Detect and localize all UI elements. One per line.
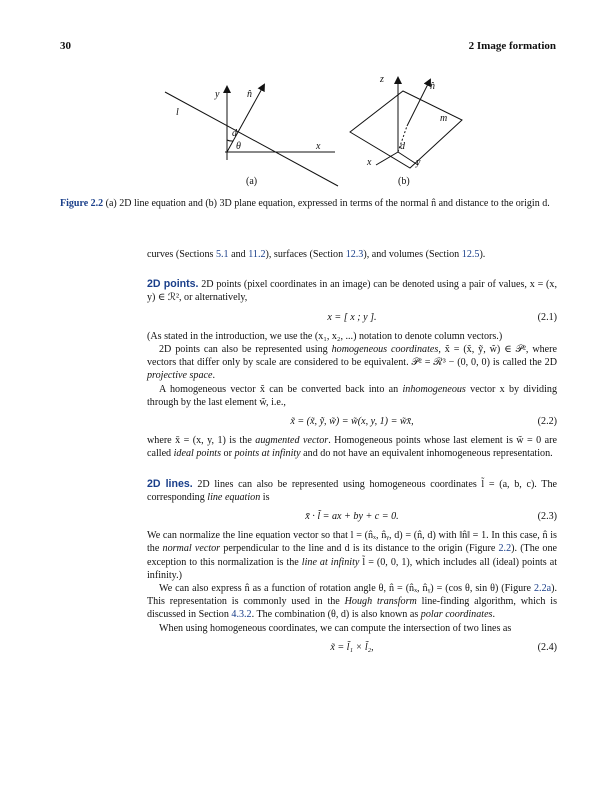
text: line-finding algorithm, which is discussed in Section [147,596,558,621]
figure-caption [60,197,556,210]
text: and do not have an equivalent inhomogeneous representation. [300,448,553,460]
panel-a-l-label: l [176,107,179,118]
figure-link-2-2a[interactable]: 2.2a [534,583,552,595]
text: curves (Sections [147,249,216,260]
figure-link-2-2[interactable]: 2.2 [498,543,512,555]
panel-b-d-label: d [400,141,405,152]
equation-number: (2.3) [537,511,557,523]
emphasis: ideal points [173,448,222,460]
equation-body: x̃ = (x̃, ỹ, w̃) = w̃(x, y, 1) = w̃x̄, [290,416,414,428]
panel-b-n-label: n̂ [430,81,435,92]
paragraph-intersection [147,622,557,635]
text: perpendicular to the line and d is its distance to the origin (Figure [220,543,499,555]
theta-arc [227,140,233,141]
panel-a-x-label: x [316,141,321,152]
text: is [260,491,270,503]
section-link-12-3[interactable]: 12.3 [345,249,364,260]
text: ), and volumes (Section [363,249,462,260]
panel-b-x-label: x [367,157,372,168]
paragraph-normalize [147,529,557,582]
section-link-11-2[interactable]: 11.2 [248,249,266,260]
section-link-4-3-2[interactable]: 4.3.2 [231,609,252,621]
equation-body: x = [ x ; y ]. [327,311,377,323]
emphasis: points at infinity [234,448,301,460]
paragraph-inhomogeneous [147,383,557,409]
emphasis: normal vector [162,543,221,555]
text: . The combination (θ, d) is also known as [251,609,421,621]
equation-number: (2.1) [537,311,557,323]
panel-b-z-label: z [380,74,384,85]
section-link-5-1[interactable]: 5.1 [215,249,229,260]
text: ), surfaces (Section [265,249,346,260]
text: vector x by dividing through by the last element w̃, i.e., [147,383,557,408]
equation-2-1 [147,311,557,324]
panel-a-n-label: n̂ [247,89,252,100]
text: . [492,609,496,621]
caption-text: (a) 2D line equation and (b) 3D plane equation, expressed in terms of the normal n̂ and distance to the origin d. [105,198,550,209]
equation-body: x̃ = l̃₁ × l̃₂, [330,641,374,653]
equation-2-3 [147,510,557,523]
text: When using homogeneous coordinates, we can compute the intersection of two lines as [159,622,512,634]
panel-a-sublabel: (a) [246,176,258,187]
equation-2-4 [147,641,557,654]
paragraph-rotation-angle [147,582,557,622]
emphasis: projective space [147,370,213,382]
text: where x̄ = (x, y, 1) is the [147,435,256,447]
section-link-12-5[interactable]: 12.5 [461,249,480,260]
main-text [147,248,557,654]
text: We can also express n̂ as a function of rotation angle θ, n̂ = (n̂ₓ, n̂ᵧ) = (cos θ, sin θ) (Figure [159,583,534,595]
panel-a-diagram [165,85,338,186]
section-heading-2d-points: 2D points. [147,278,199,291]
equation-2-2 [147,415,557,428]
text: l̃ = (0, 0, 1), which includes all (ideal) points at infinity.) [147,556,558,581]
text: or [221,448,235,460]
panel-a-theta-label: θ [236,141,241,152]
page-number: 30 [60,40,71,52]
equation-number: (2.2) [537,416,557,428]
emphasis: inhomogeneous [402,383,466,395]
paragraph-2d-points [147,278,557,304]
panel-b-m-label: m [440,113,448,124]
chapter-title: 2 Image formation [468,40,556,52]
text: . [212,370,216,382]
text: (As stated in the introduction, we use the (x₁, x₂, ...) notation to denote column vectors.) [147,330,503,342]
panel-b-y-label: y [416,157,421,168]
figure-label: Figure 2.2 [60,198,104,209]
normal-vector [227,85,264,152]
text: , x̃ = (x̃, ỹ, w̃) ∈ 𝒫², where vectors that differ only by scale are considered to be equivalent. 𝒫² = ℛ³ − (0, 0, 0) is called the 2D [147,344,557,369]
text: ). (The one exception to this normalization is the [147,543,558,568]
text: . Homogeneous points whose last element is w̃ = 0 are called [147,435,557,460]
text: 2D lines can also be represented using homogeneous coordinates l̃ = (a, b, c). The corresponding [147,478,557,503]
emphasis: line equation [207,491,261,503]
section-heading-2d-lines: 2D lines. [147,477,193,490]
paragraph-2d-lines [147,478,557,504]
paragraph-homogeneous [147,343,557,383]
text: We can normalize the line equation vector so that l = (n̂ₓ, n̂ᵧ, d) = (n̂, d) with ‖n̂‖ = 1. In this case, n̂ is the [147,530,557,555]
text: and [228,249,249,260]
emphasis: Hough transform [344,596,417,608]
text: ). This representation is commonly used in the [147,583,557,608]
text: 2D points can also be represented using [159,344,332,356]
text: A homogeneous vector x̃ can be converted back into an [159,383,403,395]
panel-a-y-label: y [215,89,220,100]
emphasis: polar coordinates [420,609,493,621]
text: ). [479,249,486,260]
emphasis: augmented vector [255,435,329,447]
figure-2-2 [0,70,614,200]
panel-a-d-label: d [232,128,237,139]
paragraph-column-vectors [147,330,557,343]
paragraph-curves [147,248,557,261]
emphasis: homogeneous coordinates [331,344,439,356]
panel-b-sublabel: (b) [398,176,410,187]
equation-number: (2.4) [537,641,557,653]
text: 2D points (pixel coordinates in an image) can be denoted using a pair of values, x = (x, y) ∈ ℛ², or alternatively, [147,279,557,304]
line-l [165,92,338,186]
equation-body: x̄ · l̃ = ax + by + c = 0. [305,511,399,523]
paragraph-augmented [147,434,557,460]
emphasis: line at infinity [301,556,360,568]
